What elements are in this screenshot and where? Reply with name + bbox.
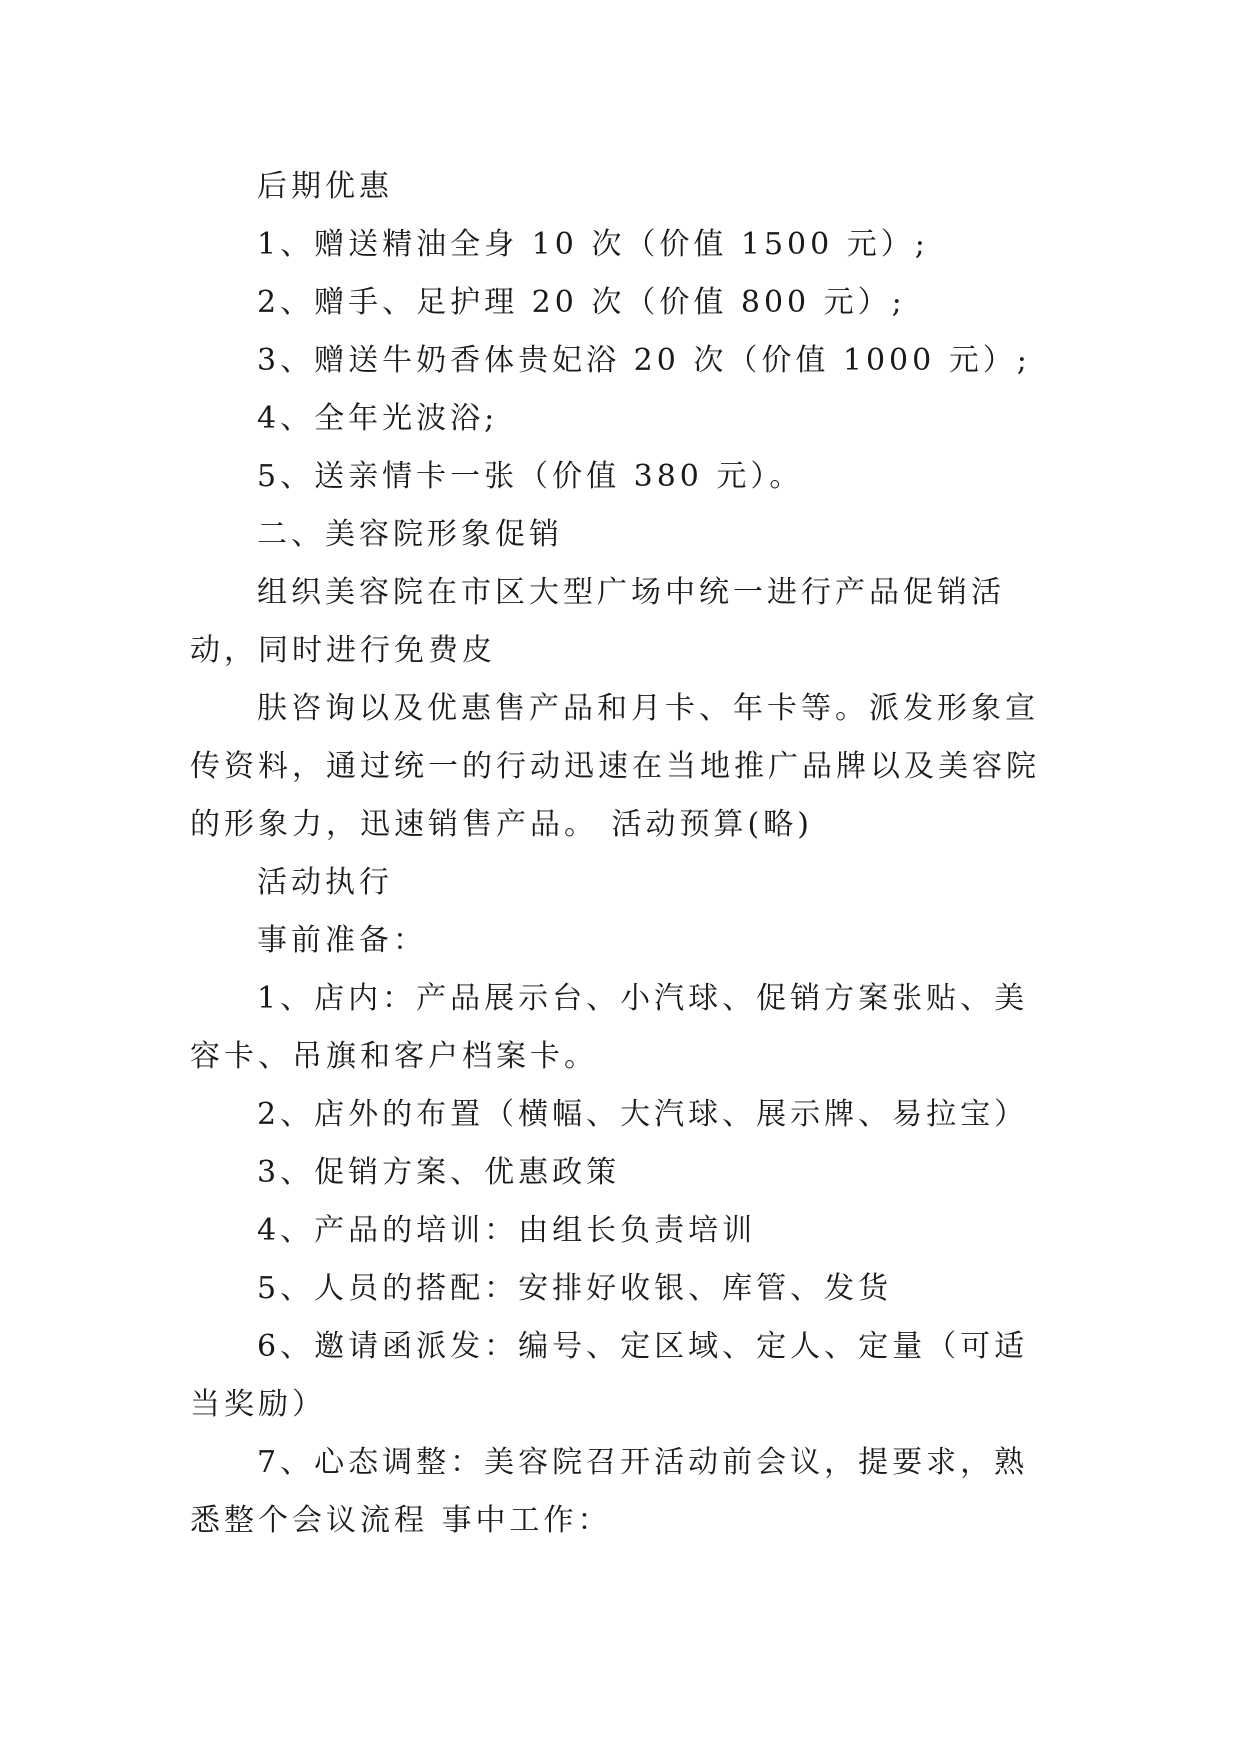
offer-item-3: 3、赠送牛奶香体贵妃浴 20 次（价值 1000 元）; (257, 343, 1031, 378)
section-heading-image-promotion: 二、美容院形象促销 (257, 517, 563, 552)
prep-item-7: 7、心态调整：美容院召开活动前会议，提要求，熟悉整个会议流程 事中工作： (190, 1445, 1029, 1538)
document-page (190, 158, 1060, 1550)
subheading-preparation: 事前准备： (257, 923, 427, 958)
prep-item-3: 3、促销方案、优惠政策 (257, 1155, 621, 1190)
offer-item-2: 2、赠手、足护理 20 次（价值 800 元）; (257, 285, 906, 320)
promotion-description-1: 组织美容院在市区大型广场中统一进行产品促销活动，同时进行免费皮 (190, 575, 1005, 668)
prep-item-2: 2、店外的布置（横幅、大汽球、展示牌、易拉宝） (257, 1097, 1029, 1132)
offer-item-5: 5、送亲情卡一张（价值 380 元）。 (257, 459, 804, 494)
prep-item-1: 1、店内：产品展示台、小汽球、促销方案张贴、美容卡、吊旗和客户档案卡。 (190, 981, 1029, 1074)
offer-item-4: 4、全年光波浴; (257, 401, 499, 436)
section-heading-later-offers: 后期优惠 (257, 169, 393, 204)
offer-item-1: 1、赠送精油全身 10 次（价值 1500 元）; (257, 227, 929, 262)
prep-item-4: 4、产品的培训：由组长负责培训 (257, 1213, 757, 1248)
section-heading-execution: 活动执行 (257, 865, 393, 900)
promotion-description-2: 肤咨询以及优惠售产品和月卡、年卡等。派发形象宣传资料，通过统一的行动迅速在当地推广品牌以及美容院的形象力，迅速销售产品。 活动预算(略) (190, 691, 1040, 842)
prep-item-5: 5、人员的搭配：安排好收银、库管、发货 (257, 1271, 893, 1306)
prep-item-6: 6、邀请函派发：编号、定区域、定人、定量（可适当奖励） (190, 1329, 1029, 1422)
